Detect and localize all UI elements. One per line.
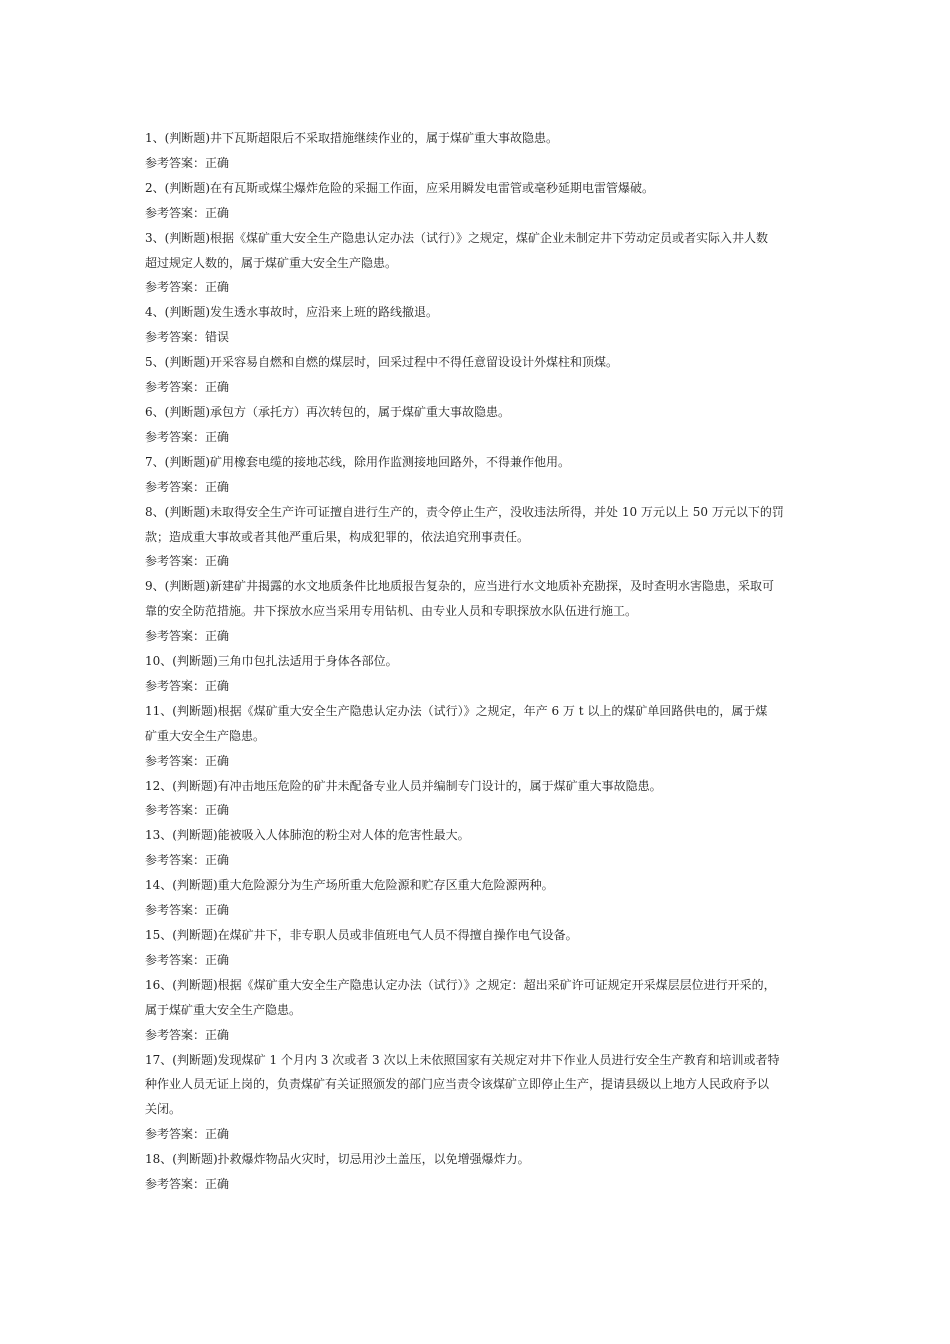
answer-value: 正确	[205, 1027, 230, 1042]
answer-value: 正确	[205, 1127, 230, 1142]
question-number: 11、	[145, 703, 173, 718]
question-text: 三角巾包扎法适用于身体各部位。	[217, 654, 398, 669]
question-text-line	[145, 1072, 817, 1097]
answer-line	[145, 151, 817, 176]
question-item	[145, 923, 817, 973]
answer-label: 参考答案：	[145, 753, 206, 768]
answer-line	[145, 1023, 817, 1048]
question-number: 3、	[145, 230, 165, 245]
question-number: 16、	[145, 977, 173, 992]
question-text: 根据《煤矿重大安全生产隐患认定办法（试行）》之规定，煤矿企业未制定井下劳动定员或者实际入井人数	[210, 230, 769, 245]
answer-label: 参考答案：	[145, 280, 206, 295]
answer-line	[145, 475, 817, 500]
question-text: 矿重大安全生产隐患。	[145, 728, 266, 743]
question-text-line	[145, 126, 817, 151]
question-text-line	[145, 699, 817, 724]
answer-line	[145, 275, 817, 300]
question-text-line	[145, 973, 817, 998]
question-text: 根据《煤矿重大安全生产隐患认定办法（试行）》之规定：超出采矿许可证规定开采煤层层位进行开采的，	[217, 977, 776, 992]
answer-line	[145, 848, 817, 873]
question-type: (判断题)	[172, 977, 218, 992]
answer-label: 参考答案：	[145, 678, 206, 693]
question-text-line	[145, 400, 817, 425]
question-text: 能被吸入人体肺泡的粉尘对人体的危害性最大。	[217, 828, 470, 843]
answer-value: 正确	[205, 205, 230, 220]
answer-label: 参考答案：	[145, 853, 206, 868]
question-item	[145, 1048, 817, 1148]
answer-value: 正确	[205, 155, 230, 170]
question-text: 矿用橡套电缆的接地芯线，除用作监测接地回路外，不得兼作他用。	[210, 454, 571, 469]
question-type: (判断题)	[172, 1152, 218, 1167]
question-text: 种作业人员无证上岗的，负责煤矿有关证照颁发的部门应当责令该煤矿立即停止生产，提请县级以上地方人民政府予以	[145, 1077, 770, 1092]
question-text: 有冲击地压危险的矿井未配备专业人员并编制专门设计的，属于煤矿重大事故隐患。	[217, 778, 662, 793]
answer-value: 错误	[205, 330, 230, 345]
question-text: 开采容易自燃和自燃的煤层时，回采过程中不得任意留设设计外煤柱和顶煤。	[210, 355, 619, 370]
question-type: (判断题)	[172, 928, 218, 942]
question-type: (判断题)	[172, 778, 218, 793]
question-type: (判断题)	[164, 180, 211, 195]
question-type: (判断题)	[164, 230, 211, 245]
question-item	[145, 1147, 817, 1197]
question-text: 款；造成重大事故或者其他严重后果，构成犯罪的，依法追究刑事责任。	[145, 529, 530, 544]
question-number: 5、	[145, 355, 165, 370]
answer-line	[145, 1122, 817, 1147]
question-item	[145, 350, 817, 400]
question-number: 13、	[145, 828, 173, 843]
question-number: 14、	[145, 878, 173, 893]
question-type: (判断题)	[172, 654, 218, 669]
answer-value: 正确	[205, 903, 230, 918]
answer-value: 正确	[205, 678, 230, 693]
question-text-line	[145, 574, 817, 599]
question-text: 发现煤矿 1 个月内 3 次或者 3 次以上未依照国家有关规定对井下作业人员进行安全生产教育和培训或者特	[217, 1052, 780, 1067]
question-text: 靠的安全防范措施。井下探放水应当采用专用钻机、由专业人员和专职探放水队伍进行施工。	[145, 604, 638, 619]
question-number: 9、	[145, 579, 165, 594]
question-text-line	[145, 525, 817, 550]
question-text: 属于煤矿重大安全生产隐患。	[145, 1002, 302, 1017]
answer-label: 参考答案：	[145, 1177, 206, 1192]
answer-value: 正确	[205, 554, 230, 569]
question-text-line	[145, 450, 817, 475]
answer-label: 参考答案：	[145, 903, 206, 918]
answer-label: 参考答案：	[145, 155, 206, 170]
question-text-line	[145, 724, 817, 749]
question-text: 关闭。	[145, 1102, 182, 1117]
question-item	[145, 823, 817, 873]
question-text: 根据《煤矿重大安全生产隐患认定办法（试行）》之规定，年产 6 万 t 以上的煤矿单回路供电的，属于煤	[217, 703, 768, 718]
answer-label: 参考答案：	[145, 479, 206, 494]
question-text-line	[145, 226, 817, 251]
question-item	[145, 973, 817, 1048]
question-type: (判断题)	[164, 504, 211, 519]
question-text-line	[145, 300, 817, 325]
answer-value: 正确	[205, 952, 230, 967]
answer-value: 正确	[205, 280, 230, 295]
question-type: (判断题)	[164, 305, 211, 320]
question-item	[145, 574, 817, 649]
question-type: (判断题)	[172, 1052, 218, 1067]
question-type: (判断题)	[164, 579, 211, 594]
question-type: (判断题)	[172, 703, 218, 718]
answer-line	[145, 798, 817, 823]
question-text-line	[145, 823, 817, 848]
question-type: (判断题)	[172, 878, 218, 893]
question-text-line	[145, 251, 817, 276]
answer-label: 参考答案：	[145, 330, 206, 345]
question-number: 17、	[145, 1052, 173, 1067]
answer-value: 正确	[205, 753, 230, 768]
question-number: 2、	[145, 180, 165, 195]
answer-line	[145, 375, 817, 400]
question-type: (判断题)	[172, 828, 218, 843]
question-item	[145, 400, 817, 450]
question-number: 18、	[145, 1152, 173, 1167]
question-type: (判断题)	[164, 355, 211, 370]
question-text: 在煤矿井下，非专职人员或非值班电气人员不得擅自操作电气设备。	[217, 928, 578, 942]
answer-value: 正确	[205, 380, 230, 395]
answer-line	[145, 898, 817, 923]
question-text-line	[145, 649, 817, 674]
answer-label: 参考答案：	[145, 1027, 206, 1042]
question-item	[145, 873, 817, 923]
question-text-line	[145, 1147, 817, 1172]
answer-line	[145, 948, 817, 973]
question-text: 发生透水事故时，应沿来上班的路线撤退。	[210, 305, 439, 320]
answer-value: 正确	[205, 803, 230, 818]
question-number: 15、	[145, 928, 173, 942]
question-text: 重大危险源分为生产场所重大危险源和贮存区重大危险源两种。	[217, 878, 554, 893]
question-text: 井下瓦斯超限后不采取措施继续作业的，属于煤矿重大事故隐患。	[210, 131, 559, 145]
question-item	[145, 774, 817, 824]
answer-line	[145, 549, 817, 574]
answer-label: 参考答案：	[145, 629, 206, 644]
question-text-line	[145, 873, 817, 898]
question-number: 10、	[145, 654, 173, 669]
question-item	[145, 450, 817, 500]
question-text-line	[145, 923, 817, 948]
answer-value: 正确	[205, 479, 230, 494]
question-number: 6、	[145, 404, 165, 419]
question-item	[145, 300, 817, 350]
answer-line	[145, 325, 817, 350]
answer-value: 正确	[205, 429, 230, 444]
answer-line	[145, 425, 817, 450]
question-item	[145, 649, 817, 699]
answer-label: 参考答案：	[145, 1127, 206, 1142]
answer-label: 参考答案：	[145, 205, 206, 220]
exam-document	[145, 126, 817, 1197]
question-type: (判断题)	[164, 404, 211, 419]
question-text-line	[145, 1097, 817, 1122]
answer-line	[145, 201, 817, 226]
question-item	[145, 699, 817, 774]
question-text: 未取得安全生产许可证擅自进行生产的，责令停止生产，没收违法所得，并处 10 万元以上 50 万元以下的罚	[210, 504, 784, 519]
answer-value: 正确	[205, 1177, 230, 1192]
question-type: (判断题)	[164, 454, 211, 469]
question-text: 新建矿井揭露的水文地质条件比地质报告复杂的，应当进行水文地质补充勘探，及时查明水害隐患，采取可	[210, 579, 775, 594]
question-text: 扑救爆炸物品火灾时，切忌用沙土盖压，以免增强爆炸力。	[217, 1152, 530, 1167]
question-type: (判断题)	[164, 131, 211, 145]
question-text: 超过规定人数的，属于煤矿重大安全生产隐患。	[145, 255, 398, 270]
answer-line	[145, 674, 817, 699]
question-number: 7、	[145, 454, 165, 469]
question-number: 12、	[145, 778, 173, 793]
question-text: 在有瓦斯或煤尘爆炸危险的采掘工作面，应采用瞬发电雷管或毫秒延期电雷管爆破。	[210, 180, 655, 195]
answer-value: 正确	[205, 629, 230, 644]
question-text-line	[145, 350, 817, 375]
question-number: 4、	[145, 305, 165, 320]
answer-label: 参考答案：	[145, 380, 206, 395]
question-text-line	[145, 500, 817, 525]
answer-line	[145, 624, 817, 649]
answer-label: 参考答案：	[145, 429, 206, 444]
answer-line	[145, 749, 817, 774]
question-text: 承包方（承托方）再次转包的，属于煤矿重大事故隐患。	[210, 404, 511, 419]
question-item	[145, 126, 817, 176]
answer-label: 参考答案：	[145, 803, 206, 818]
question-text-line	[145, 599, 817, 624]
question-item	[145, 176, 817, 226]
question-number: 1、	[145, 131, 165, 145]
question-text-line	[145, 176, 817, 201]
question-text-line	[145, 1048, 817, 1073]
question-item	[145, 500, 817, 575]
question-text-line	[145, 998, 817, 1023]
answer-line	[145, 1172, 817, 1197]
question-number: 8、	[145, 504, 165, 519]
question-item	[145, 226, 817, 301]
answer-value: 正确	[205, 853, 230, 868]
answer-label: 参考答案：	[145, 952, 206, 967]
question-text-line	[145, 774, 817, 799]
answer-label: 参考答案：	[145, 554, 206, 569]
